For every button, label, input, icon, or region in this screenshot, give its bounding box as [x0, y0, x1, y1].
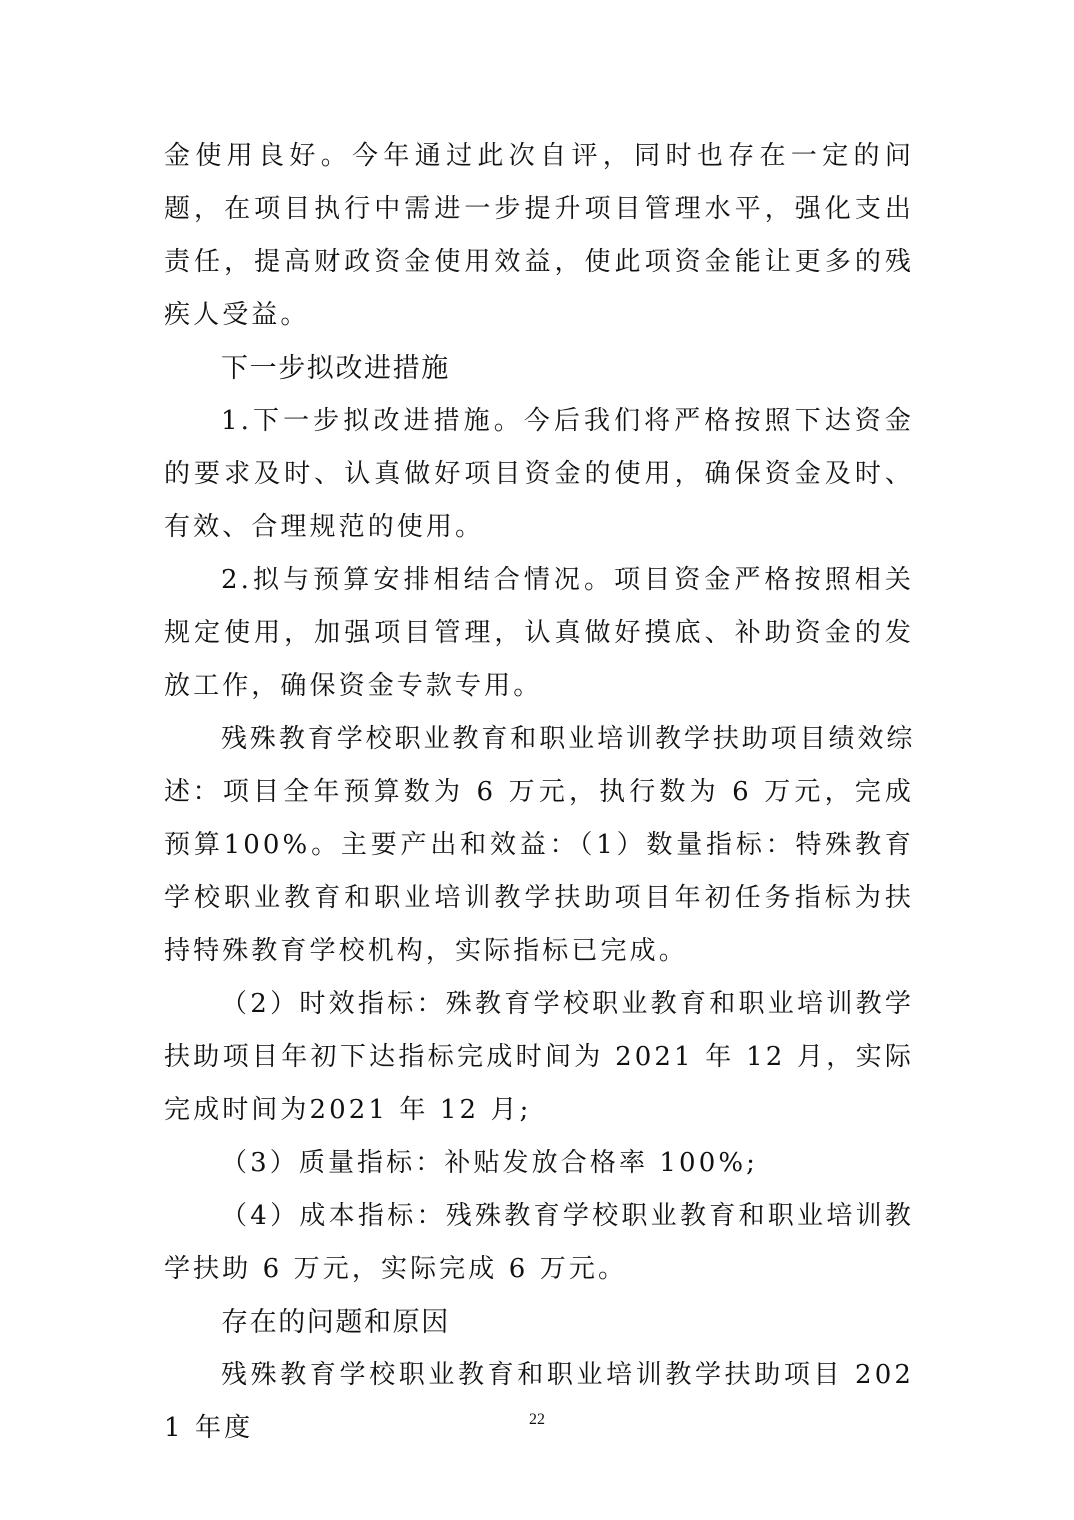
paragraph-problems-start: 残殊教育学校职业教育和职业培训教学扶助项目 2021 年度 — [164, 1360, 914, 1443]
paragraph-measure-2: 2.拟与预算安排相结合情况。项目资金严格按照相关规定使用，加强项目管理，认真做好摸底、补助资金的发放工作，确保资金专款专用。 — [164, 565, 914, 701]
paragraph-performance-overview — [164, 713, 914, 978]
paragraph-measure-1: 1.下一步拟改进措施。今后我们将严格按照下达资金的要求及时、认真做好项目资金的使用，确保资金及时、有效、合理规范的使用。 — [164, 406, 914, 542]
page-number: 22 — [529, 1411, 545, 1428]
performance-overview-body: ：项目全年预算数为 6 万元，执行数为 6 万元，完成预算100%。主要产出和效益：（1）数量指标：特殊教育学校职业教育和职业培训教学扶助项目年初任务指标为扶持特殊教育学校机构，实际指标已完成。 — [164, 777, 914, 966]
paragraph-fund-usage-summary: 金使用良好。今年通过此次自评，同时也存在一定的问题，在项目执行中需进一步提升项目管理水平，强化支出责任，提高财政资金使用效益，使此项资金能让更多的残疾人受益。 — [164, 141, 914, 330]
performance-overview-intro: 残殊教育学校职业教育和职业培训教学扶助项目绩效综述 — [164, 724, 914, 807]
document-body — [164, 130, 914, 1455]
paragraph-timeliness-indicator: （2）时效指标：殊教育学校职业教育和职业培训教学扶助项目年初下达指标完成时间为 2021 年 12 月，实际完成时间为2021 年 12 月; — [164, 989, 914, 1125]
paragraph-quality-indicator: （3）质量指标：补贴发放合格率 100%; — [221, 1148, 758, 1178]
heading-improvement-measures: 下一步拟改进措施 — [221, 353, 450, 384]
heading-problems-and-causes: 存在的问题和原因 — [221, 1307, 450, 1338]
paragraph-cost-indicator: （4）成本指标：残殊教育学校职业教育和职业培训教学扶助 6 万元，实际完成 6 万元。 — [164, 1201, 914, 1284]
